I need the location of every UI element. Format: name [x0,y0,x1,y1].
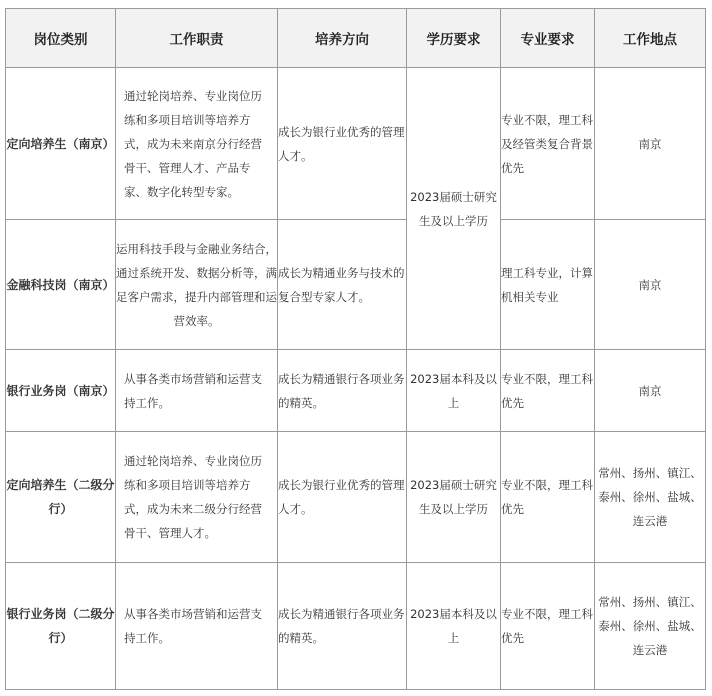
row-category: 银行业务岗（南京） [6,350,116,432]
row-major: 专业不限，理工科优先 [501,432,595,563]
row-direction: 成长为精通业务与技术的复合型专家人才。 [278,220,407,350]
table-header-row [6,9,706,68]
header-category: 岗位类别 [6,9,116,68]
table-row [6,220,706,350]
header-direction: 培养方向 [278,9,407,68]
row-education: 2023届本科及以上 [407,563,501,690]
row-location: 南京 [595,350,706,432]
header-location: 工作地点 [595,9,706,68]
row-major: 专业不限，理工科优先 [501,563,595,690]
row-category: 银行业务岗（二级分行） [6,563,116,690]
header-education: 学历要求 [407,9,501,68]
row-major: 专业不限，理工科优先 [501,350,595,432]
row-major: 专业不限，理工科及经管类复合背景优先 [501,68,595,220]
header-duty: 工作职责 [116,9,278,68]
row-education: 2023届本科及以上 [407,350,501,432]
row-duty: 通过轮岗培养、专业岗位历练和多项目培训等培养方式，成为未来二级分行经营骨干、管理人才。 [116,432,278,563]
row-location: 南京 [595,220,706,350]
row-category: 金融科技岗（南京） [6,220,116,350]
row-category: 定向培养生（二级分行） [6,432,116,563]
table-row [6,563,706,690]
row-direction: 成长为精通银行各项业务的精英。 [278,563,407,690]
row-duty: 通过轮岗培养、专业岗位历练和多项目培训等培养方式，成为未来南京分行经营骨干、管理人才、产品专家、数字化转型专家。 [116,68,278,220]
row-major: 理工科专业，计算机相关专业 [501,220,595,350]
table-row [6,432,706,563]
row-location: 常州、扬州、镇江、泰州、徐州、盐城、连云港 [595,432,706,563]
row-education: 2023届硕士研究生及以上学历 [407,432,501,563]
row-direction: 成长为银行业优秀的管理人才。 [278,68,407,220]
row-category: 定向培养生（南京） [6,68,116,220]
row-location: 常州、扬州、镇江、泰州、徐州、盐城、连云港 [595,563,706,690]
header-major: 专业要求 [501,9,595,68]
row-location: 南京 [595,68,706,220]
row-direction: 成长为银行业优秀的管理人才。 [278,432,407,563]
row-education: 2023届硕士研究生及以上学历 [407,68,501,350]
row-duty: 从事各类市场营销和运营支持工作。 [116,563,278,690]
table-row [6,350,706,432]
recruitment-table [5,8,706,690]
table-row [6,68,706,220]
row-duty: 运用科技手段与金融业务结合，通过系统开发、数据分析等，满足客户需求，提升内部管理和运营效率。 [116,220,278,350]
row-duty: 从事各类市场营销和运营支持工作。 [116,350,278,432]
row-direction: 成长为精通银行各项业务的精英。 [278,350,407,432]
